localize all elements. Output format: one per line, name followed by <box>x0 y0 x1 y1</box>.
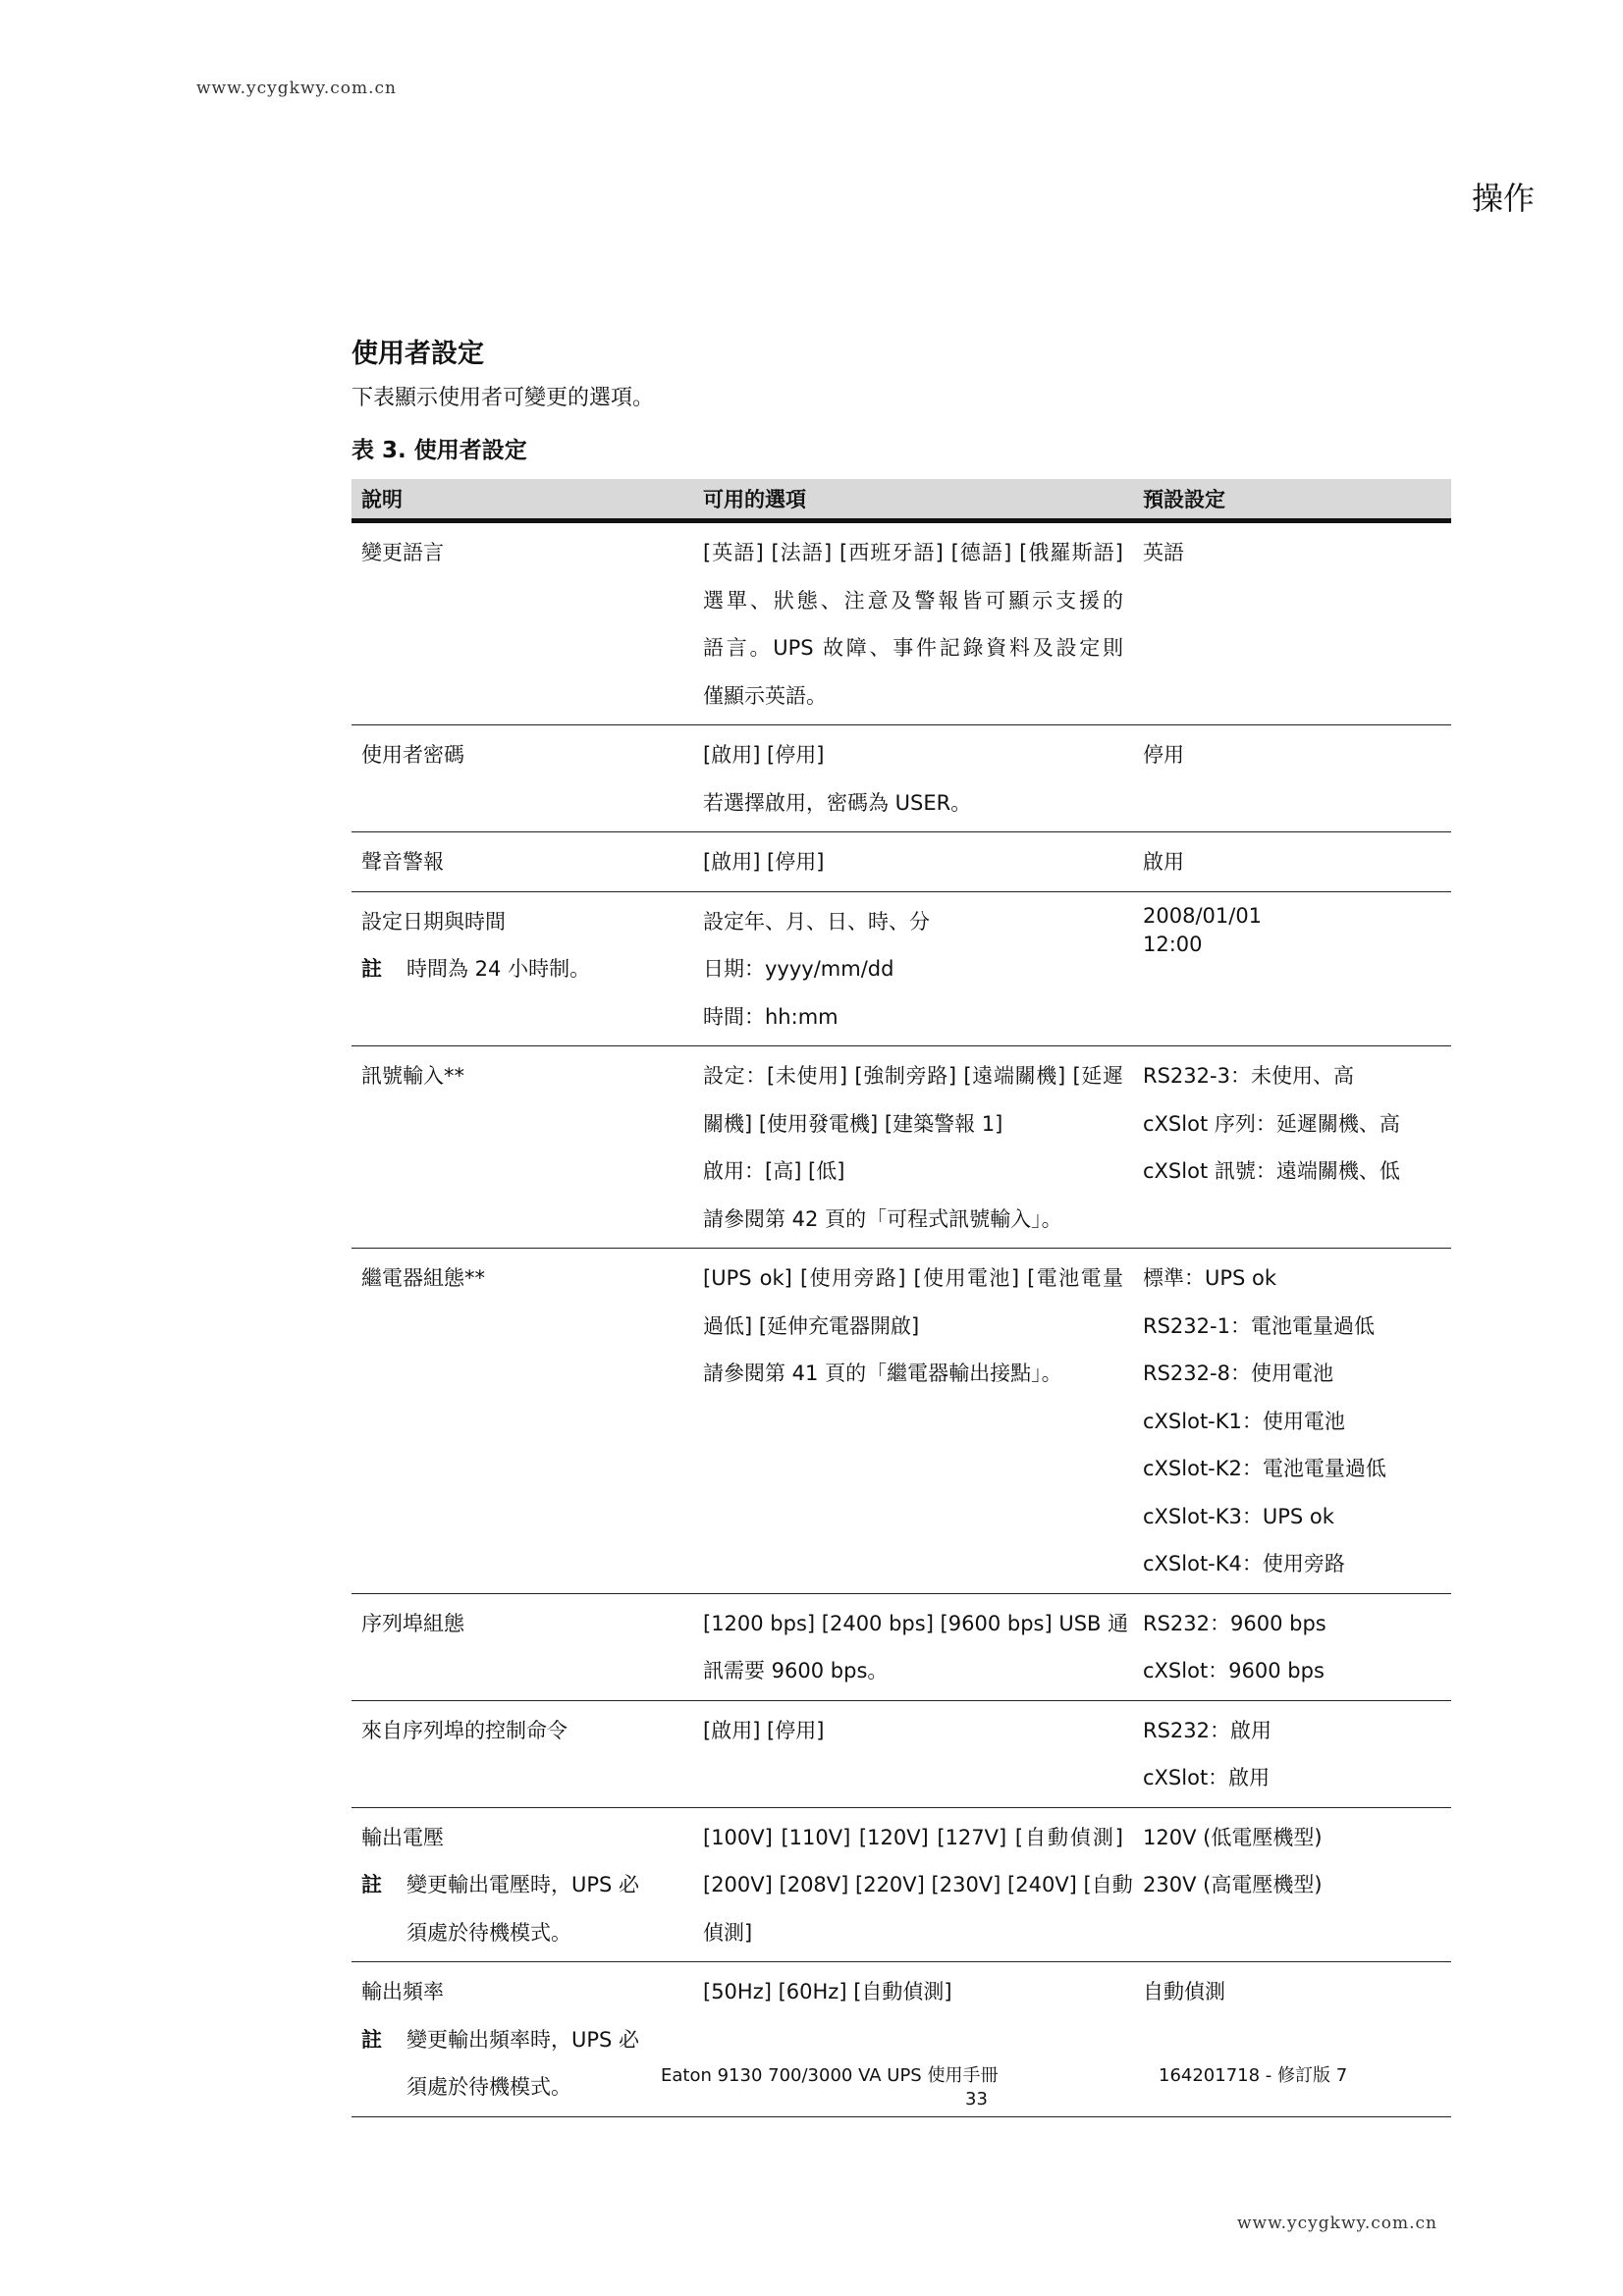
note-text: 變更輸出電壓時，UPS 必 <box>406 1873 640 1896</box>
cell-options <box>693 832 1133 892</box>
cell-description <box>352 1962 693 2117</box>
footer-document-title: Eaton 9130 700/3000 VA UPS 使用手冊 <box>661 2065 999 2086</box>
options-line: 設定：[未使用] [強制旁路] [遠端關機] [延遲 <box>703 1064 1123 1088</box>
description-text: 繼電器組態** <box>361 1266 485 1290</box>
options-line: [200V] [208V] [220V] [230V] [240V] [自動 <box>703 1873 1133 1896</box>
cell-options <box>693 1593 1133 1700</box>
cell-options <box>693 1962 1133 2117</box>
options-line: 請參閱第 41 頁的「繼電器輸出接點」。 <box>703 1362 1062 1385</box>
section-title: 使用者設定 <box>352 339 484 369</box>
cell-description <box>352 1249 693 1594</box>
cell-default <box>1133 1046 1451 1249</box>
table-header-row <box>352 479 1451 521</box>
default-line: 120V (低電壓機型) <box>1143 1825 1323 1849</box>
note-text-continued: 須處於待機模式。 <box>406 1920 571 1945</box>
description-text: 聲音警報 <box>361 850 444 874</box>
cell-options <box>693 725 1133 832</box>
options-line: 關機] [使用發電機] [建築警報 1] <box>703 1111 1003 1136</box>
table-row <box>352 1962 1451 2117</box>
default-line: cXSlot-K2：電池電量過低 <box>1143 1457 1386 1480</box>
options-line: 日期：yyyy/mm/dd <box>703 957 894 981</box>
default-line: cXSlot-K3：UPS ok <box>1143 1504 1334 1528</box>
cell-default <box>1133 1593 1451 1700</box>
cell-options <box>693 521 1133 725</box>
note-label: 註 <box>361 1873 382 1896</box>
default-line: cXSlot：啟用 <box>1143 1766 1271 1789</box>
description-text: 變更語言 <box>361 541 444 564</box>
default-line: RS232-3：未使用、高 <box>1143 1064 1354 1088</box>
options-line: 時間：hh:mm <box>703 1004 839 1029</box>
description-text: 使用者密碼 <box>361 743 464 767</box>
description-text: 序列埠組態 <box>361 1611 464 1635</box>
note-text: 變更輸出頻率時，UPS 必 <box>406 2027 640 2052</box>
table-row <box>352 521 1451 725</box>
default-line: RS232：9600 bps <box>1143 1611 1326 1635</box>
options-line: [英語] [法語] [西班牙語] [德語] [俄羅斯語] <box>703 541 1123 564</box>
description-text: 來自序列埠的控制命令 <box>361 1718 568 1742</box>
default-line: 12:00 <box>1143 932 1203 956</box>
default-line: 英語 <box>1143 541 1184 564</box>
default-line: cXSlot 序列：延遲關機、高 <box>1143 1111 1400 1136</box>
table-row <box>352 1249 1451 1594</box>
table-row <box>352 725 1451 832</box>
cell-description <box>352 521 693 725</box>
cell-default <box>1133 1249 1451 1594</box>
footer-revision: 164201718 - 修訂版 7 <box>1159 2065 1348 2086</box>
cell-default <box>1133 832 1451 892</box>
cell-default <box>1133 1807 1451 1962</box>
options-line: 過低] [延伸充電器開啟] <box>703 1313 920 1338</box>
options-line: [啟用] [停用] <box>703 1718 825 1742</box>
note-label: 註 <box>361 957 382 981</box>
options-line: [啟用] [停用] <box>703 850 825 874</box>
table-row <box>352 1807 1451 1962</box>
cell-description <box>352 891 693 1046</box>
table-caption: 表 3. 使用者設定 <box>352 438 527 463</box>
options-line: 若選擇啟用，密碼為 USER。 <box>703 790 972 815</box>
watermark-top: www.ycygkwy.com.cn <box>196 79 398 98</box>
options-line: 請參閱第 42 頁的「可程式訊號輸入」。 <box>703 1206 1062 1231</box>
default-line: RS232：啟用 <box>1143 1718 1272 1742</box>
options-line: [1200 bps] [2400 bps] [9600 bps] USB 通 <box>703 1611 1129 1635</box>
options-line: 偵測] <box>703 1920 753 1945</box>
cell-default <box>1133 891 1451 1046</box>
options-line: 訊需要 9600 bps。 <box>703 1659 889 1682</box>
table-row <box>352 891 1451 1046</box>
note-text: 時間為 24 小時制。 <box>406 957 591 981</box>
default-line: RS232-1：電池電量過低 <box>1143 1313 1375 1338</box>
note <box>361 945 683 993</box>
default-line: RS232-8：使用電池 <box>1143 1362 1333 1385</box>
watermark-bottom: www.ycygkwy.com.cn <box>1237 2214 1438 2233</box>
cell-default <box>1133 725 1451 832</box>
cell-options <box>693 1700 1133 1807</box>
default-line: cXSlot-K4：使用旁路 <box>1143 1552 1345 1575</box>
intro-text: 下表顯示使用者可變更的選項。 <box>352 386 655 410</box>
chapter-title: 操作 <box>1471 180 1535 217</box>
default-line: 2008/01/01 <box>1143 903 1263 928</box>
options-line: 啟用：[高] [低] <box>703 1159 845 1183</box>
default-line: 230V (高電壓機型) <box>1143 1873 1323 1896</box>
description-text: 訊號輸入** <box>361 1064 464 1088</box>
options-line: [UPS ok] [使用旁路] [使用電池] [電池電量 <box>703 1266 1123 1290</box>
note <box>361 2016 683 2064</box>
default-line: 停用 <box>1143 743 1184 767</box>
table-row <box>352 1593 1451 1700</box>
cell-options <box>693 1046 1133 1249</box>
description-text: 輸出電壓 <box>361 1825 444 1849</box>
cell-default <box>1133 521 1451 725</box>
options-line: [50Hz] [60Hz] [自動偵測] <box>703 1980 952 2003</box>
options-line: [100V] [110V] [120V] [127V] [自動偵測] <box>703 1825 1123 1849</box>
cell-default <box>1133 1962 1451 2117</box>
table-row <box>352 1046 1451 1249</box>
header-options: 可用的選項 <box>693 479 1133 521</box>
note-label: 註 <box>361 2027 382 2052</box>
options-line: 僅顯示英語。 <box>703 683 827 708</box>
default-line: 啟用 <box>1143 850 1184 874</box>
options-line: 選單、狀態、注意及警報皆可顯示支援的 <box>703 588 1123 613</box>
cell-description <box>352 725 693 832</box>
default-line: 標準：UPS ok <box>1143 1266 1277 1290</box>
table-row <box>352 1700 1451 1807</box>
default-line: cXSlot：9600 bps <box>1143 1659 1325 1682</box>
header-default: 預設設定 <box>1133 479 1451 521</box>
default-line: 自動偵測 <box>1143 1980 1225 2003</box>
default-line: cXSlot-K1：使用電池 <box>1143 1409 1345 1433</box>
cell-options <box>693 1807 1133 1962</box>
options-line: 設定年、月、日、時、分 <box>703 909 930 934</box>
cell-description <box>352 1700 693 1807</box>
options-line: [啟用] [停用] <box>703 743 825 767</box>
default-line: cXSlot 訊號：遠端關機、低 <box>1143 1159 1400 1183</box>
table-row <box>352 832 1451 892</box>
note <box>361 1861 683 1909</box>
user-settings-table <box>352 479 1451 2117</box>
cell-description <box>352 832 693 892</box>
note-text-continued: 須處於待機模式。 <box>406 2075 571 2099</box>
cell-description <box>352 1593 693 1700</box>
cell-description <box>352 1046 693 1249</box>
description-text: 輸出頻率 <box>361 1980 444 2003</box>
page-number: 33 <box>965 2089 988 2109</box>
cell-description <box>352 1807 693 1962</box>
cell-options <box>693 891 1133 1046</box>
options-line: 語言。UPS 故障、事件記錄資料及設定則 <box>703 636 1123 660</box>
cell-options <box>693 1249 1133 1594</box>
cell-default <box>1133 1700 1451 1807</box>
description-text: 設定日期與時間 <box>361 909 506 934</box>
header-description: 說明 <box>352 479 693 521</box>
